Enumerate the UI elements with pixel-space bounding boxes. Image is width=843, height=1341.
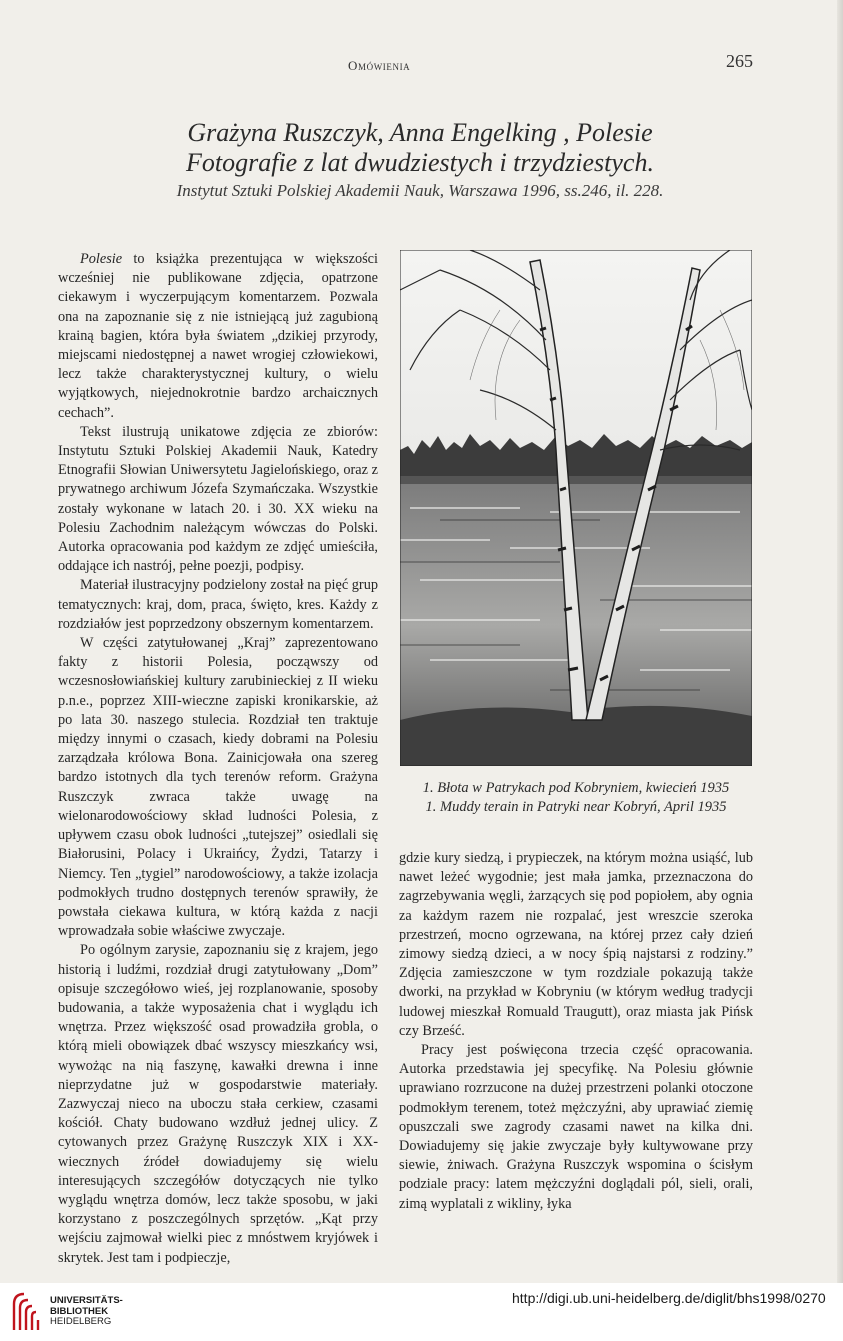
paragraph: Po ogólnym zarysie, zapoznaniu się z krajem, jego historią i ludźmi, rozdział drugi zatytułowany „Dom” opisuje szczegółowo wieś, jej rozplanowanie, sposoby budowania, a także wyposażenia chat i wyglądu ich wnętrza. Przez większość osad prowadziła grobla, o którą mieli obowiązek dbać wszyscy mieszkańcy wsi, wywożąc na nią faszynę, kawałki drewna i inne nieprzydatne już w gospodarstwie materiały. Zazwyczaj nieco na uboczu stała cerkiew, czasami kościół. Chaty budowano wzdłuż jednej ulicy. Z cytowanych przez Grażynę Ruszczyk XIX i XX-wiecznych źródeł dowiadujemy się wielu interesujących szczegółów dotyczących nie tylko wyglądu wnętrza domów, lecz także sposobu, w jaki korzystano z poszczególnych sprzętów. „Kąt przy wejściu zajmował wielki piec z mnóstwem kryjówek i skrytek. Jest tam i podpieczje, — [58, 942, 378, 1266]
title-publisher-line: Instytut Sztuki Polskiej Akademii Nauk, Warszawa 1996, ss.246, il. 228. — [176, 181, 664, 200]
library-name — [50, 1296, 123, 1328]
library-name-line1: UNIVERSITÄTS- — [50, 1295, 123, 1306]
title-authors-line: Grażyna Ruszczyk, Anna Engelking , Polesie — [187, 118, 653, 147]
library-name-line2: BIBLIOTHEK — [50, 1305, 109, 1317]
caption-polish: 1. Błota w Patrykach pod Kobryniem, kwiecień 1935 — [422, 780, 730, 796]
library-name-line3: HEIDELBERG — [50, 1316, 112, 1327]
running-head: Omówienia — [348, 58, 411, 73]
paragraph — [58, 250, 378, 423]
paragraph: W części zatytułowanej „Kraj” zaprezentowano fakty z historii Polesia, począwszy od wczesnosłowiańskiej kultury zarubinieckiej z II wieku p.n.e., poprzez XIII-wieczne zapiski kronikarskie, aż po lata 30. naszego stulecia. Rozdział ten traktuje między innymi o czasach, kiedy dobrami na Polesiu zarządzała królowa Bona. Zainicjowała ona szereg bardzo istotnych dla tych terenów reform. Grażyna Ruszczyk zwraca także uwagę na wielonarodowościowy skład ludności Polesia, z upływem czasu obok ludności „tutejszej” osiedlali się Białorusini, Polacy i Ukraińcy, Żydzi, Tatarzy i Niemcy. Ten „tygiel” narodowościowy, a także izolacja podmokłych trudno dostępnych terenów sprawiły, że powstała ciekawa kultura, w którą każda z nacji wprowadzała sobie właściwe zwyczaje. — [58, 635, 378, 940]
photo-illustration — [400, 250, 752, 766]
paragraph: Materiał ilustracyjny podzielony został na pięć grup tematycznych: kraj, dom, praca, święto, kres. Każdy z rozdziałów jest poprzedzony obszernym komentarzem. — [58, 577, 378, 632]
paragraph: Pracy jest poświęcona trzecia część opracowania. Autorka przedstawia jej specyfikę. Na Polesiu głównie uprawiano rozrzucone na dużej przestrzeni polanki otoczone podmokłym terenem, toteż mężczyźni, aby uprawiać ziemię opuszczali swe zagrody czasami nawet na kilka dni. Dowiadujemy się jakie zwyczaje były kultywowane przy siewie, żniwach. Grażyna Ruszczyk wspomina o ścisłym podziale pracy: latem mężczyźni doglądali pól, sieli, orali, zimą wyplatali z wikliny, łyka — [399, 1042, 753, 1212]
source-url-link[interactable]: http://digi.ub.uni-heidelberg.de/diglit/bhs1998/0270 — [512, 1290, 826, 1306]
paragraph: Tekst ilustrują unikatowe zdjęcia ze zbiorów: Instytutu Sztuki Polskiej Akademii Nauk, Katedry Etnografii Słowian Uniwersytetu Jagielońskiego, oraz z prywatnego archiwum Józefa Szymańczaka. Wszystkie zostały wykonane w latach 20. i 30. XX wieku na Polesiu Zachodnim należącym wówczas do Polski. Autorka opracowania pod każdym ze zdjęć umieściła, oddające ich nastrój, pełne poezji, podpisy. — [58, 423, 378, 575]
right-text-column — [399, 849, 753, 1214]
left-text-column — [58, 250, 378, 1268]
review-title — [60, 118, 780, 202]
book-title-italic: Polesie — [80, 251, 123, 267]
paragraph: gdzie kury siedzą, i prypieczek, na którym można usiąść, lub nawet leżeć wygodnie; jest mała jamka, przeznaczona do zagrzebywania węgli, żarzących się pod popiołem, aby ognia za każdym razem nie rozpalać, jest wreszcie szeroka przestrzeń, mocno ogrzewana, na której przez cały dzień zimowy siedzą dzieci, a w nocy śpią najstarsi z rodziny.” Zdjęcia zamieszczone w tym rozdziale pokazują także dworki, na przykład w Kobryniu (w którym według tradycji ludowej mieszkał Romuald Traugutt), oraz miasta jak Pińsk czy Brześć. — [399, 850, 753, 1039]
university-library-logo-icon — [10, 1290, 44, 1332]
paragraph-text: to książka prezentująca w większości wcześniej nie publikowane zdjęcia, opatrzone ciekawym i wyczerpującym komentarzem. Pozwala ona na zapoznanie się z nie istniejącą już zagubioną krainą bagien, która była światem „dzikiej przyrody, miejscami niedostępnej a nawet wrogiej człowiekowi, lecz także charakterystycznej kultury, o wielu wyjątkowych, niejednokrotnie bardzo archaicznych cechach”. — [58, 251, 378, 421]
title-book-line: Fotografie z lat dwudziestych i trzydziestych. — [186, 148, 654, 177]
caption-english: 1. Muddy terain in Patryki near Kobryń, April 1935 — [425, 799, 727, 815]
figure-caption — [400, 779, 752, 817]
page-number: 265 — [726, 51, 753, 71]
figure-photo-birches-marsh — [400, 250, 752, 766]
